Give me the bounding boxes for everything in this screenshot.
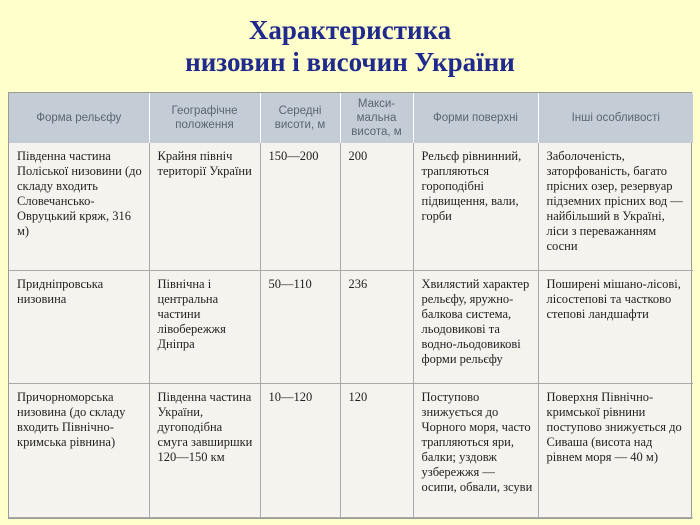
cell-geo-position: Південна частина України, дугоподібна смуга завширшки 120—150 км [149, 383, 260, 517]
cell-relief-form: Придніпровська низовина [9, 271, 149, 383]
cell-max-height: 200 [340, 143, 413, 271]
cell-relief-form: Південна частина Поліської низовини (до складу входить Словечансько-Овруцький кряж, 316 м) [9, 143, 149, 271]
cell-geo-position: Крайня північ території України [149, 143, 260, 271]
table-row [9, 143, 693, 271]
cell-surface-forms: Рельєф рівнинний, трапляються гороподібні підвищення, вали, горби [413, 143, 538, 271]
header-other-features: Інші особливості [538, 93, 693, 143]
cell-avg-height: 150—200 [260, 143, 340, 271]
slide-title [0, 14, 700, 78]
cell-geo-position: Північна і центральна частини лівобережжя Дніпра [149, 271, 260, 383]
cell-max-height: 236 [340, 271, 413, 383]
cell-avg-height: 10—120 [260, 383, 340, 517]
relief-table [8, 92, 692, 519]
cell-other-features: Поверхня Північно-кримської рівнини поступово знижується до Сиваша (висота над рівнем моря — 40 м) [538, 383, 693, 517]
table-header-row [9, 93, 693, 143]
cell-avg-height: 50—110 [260, 271, 340, 383]
cell-relief-form: Причорноморська низовина (до складу входить Північно-кримська рівнина) [9, 383, 149, 517]
header-max-height: Макси-мальна висота, м [340, 93, 413, 143]
title-line-1: Характеристика [248, 15, 452, 45]
cell-other-features: Заболоченість, заторфованість, багато прісних озер, резервуар підземних прісних вод — найбільший в Україні, ліси з переважанням сосни [538, 143, 693, 271]
table-row [9, 383, 693, 517]
header-avg-height: Середні висоти, м [260, 93, 340, 143]
table-row [9, 271, 693, 383]
header-geo-position: Географічне положення [149, 93, 260, 143]
title-line-2: низовин і височин України [185, 47, 515, 77]
cell-surface-forms: Поступово знижується до Чорного моря, часто трапляються яри, балки; уздовж узбережжя — осипи, обвали, зсуви [413, 383, 538, 517]
cell-other-features: Поширені мішано-лісові, лісостепові та частково степові ландшафти [538, 271, 693, 383]
header-relief-form: Форма рельєфу [9, 93, 149, 143]
cell-surface-forms: Хвилястий характер рельєфу, яружно-балкова система, льодовикові та водно-льодовикові форми рельєфу [413, 271, 538, 383]
cell-max-height: 120 [340, 383, 413, 517]
header-surface-forms: Форми поверхні [413, 93, 538, 143]
